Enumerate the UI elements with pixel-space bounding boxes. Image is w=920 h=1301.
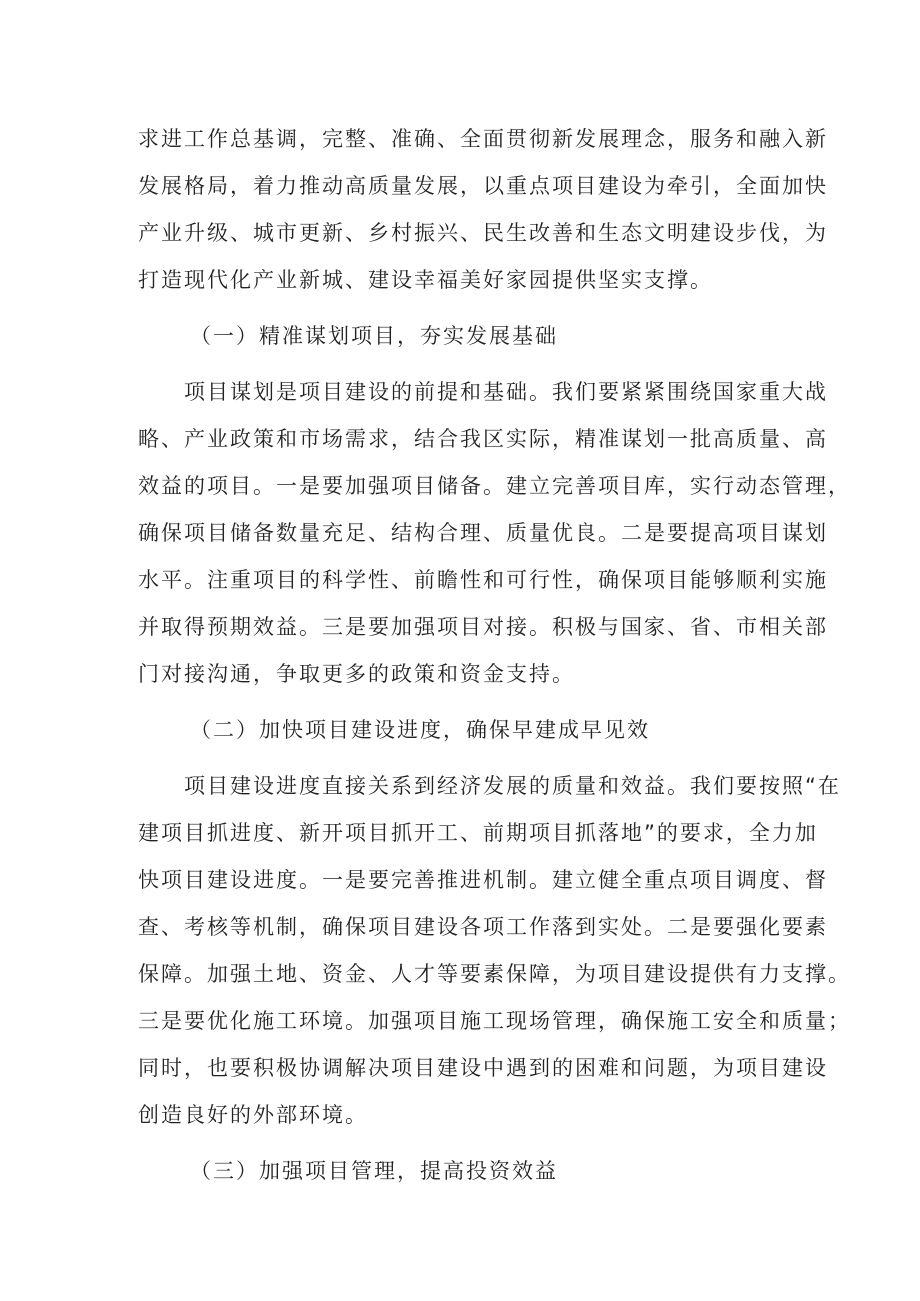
section-1-line-4: 确保项目储备数量充足、结构合理、质量优良。二是要提高项目谋划 <box>138 521 828 545</box>
spacer <box>138 754 798 763</box>
section-2-line-8: 创造良好的外部环境。 <box>138 1103 368 1127</box>
section-1-line-5: 水平。注重项目的科学性、前瞻性和可行性，确保项目能够顺利实施 <box>138 568 828 592</box>
section-heading-1: （一）精准谋划项目，夯实发展基础 <box>190 324 558 348</box>
section-heading-3: （三）加强项目管理，提高投资效益 <box>190 1159 558 1183</box>
spacer <box>138 360 798 369</box>
section-2-line-6: 三是要优化施工环境。加强项目施工现场管理，确保施工安全和质量； <box>138 1009 851 1033</box>
intro-line-3: 产业升级、城市更新、乡村振兴、民生改善和生态文明建设步伐，为 <box>138 221 828 245</box>
section-2-line-5: 保障。加强土地、资金、人才等要素保障，为项目建设提供有力支撑。 <box>138 962 851 986</box>
section-heading-2: （二）加快项目建设进度，确保早建成早见效 <box>190 718 650 742</box>
section-1-paragraph <box>138 369 851 698</box>
section-1-line-7: 门对接沟通，争取更多的政策和资金支持。 <box>138 662 575 686</box>
section-1-line-1: 项目谋划是项目建设的前提和基础。我们要紧紧围绕国家重大战 <box>184 380 828 404</box>
section-1-line-2: 略、产业政策和市场需求，结合我区实际，精准谋划一批高质量、高 <box>138 427 828 451</box>
section-1-line-3: 效益的项目。一是要加强项目储备。建立完善项目库，实行动态管理， <box>138 474 851 498</box>
section-2-line-3: 快项目建设进度。一是要完善推进机制。建立健全重点项目调度、督 <box>138 868 828 892</box>
intro-line-1: 求进工作总基调，完整、准确、全面贯彻新发展理念，服务和融入新 <box>138 127 828 151</box>
spacer <box>138 1139 798 1148</box>
section-2-line-7: 同时，也要积极协调解决项目建设中遇到的困难和问题，为项目建设 <box>138 1056 828 1080</box>
section-2-line-2: 建项目抓进度、新开项目抓开工、前期项目抓落地”的要求，全力加 <box>138 821 818 845</box>
section-1-line-6: 并取得预期效益。三是要加强项目对接。积极与国家、省、市相关部 <box>138 615 828 639</box>
spacer <box>138 698 798 707</box>
section-2-line-1: 项目建设进度直接关系到经济发展的质量和效益。我们要按照“在 <box>184 774 841 798</box>
intro-paragraph <box>138 116 828 304</box>
intro-line-2: 发展格局，着力推动高质量发展，以重点项目建设为牵引，全面加快 <box>138 174 828 198</box>
intro-line-4: 打造现代化产业新城、建设幸福美好家园提供坚实支撑。 <box>138 268 713 292</box>
section-2-paragraph <box>138 763 851 1139</box>
document-body <box>138 116 851 1195</box>
section-2-line-4: 查、考核等机制，确保项目建设各项工作落到实处。二是要强化要素 <box>138 915 828 939</box>
spacer <box>138 304 798 313</box>
